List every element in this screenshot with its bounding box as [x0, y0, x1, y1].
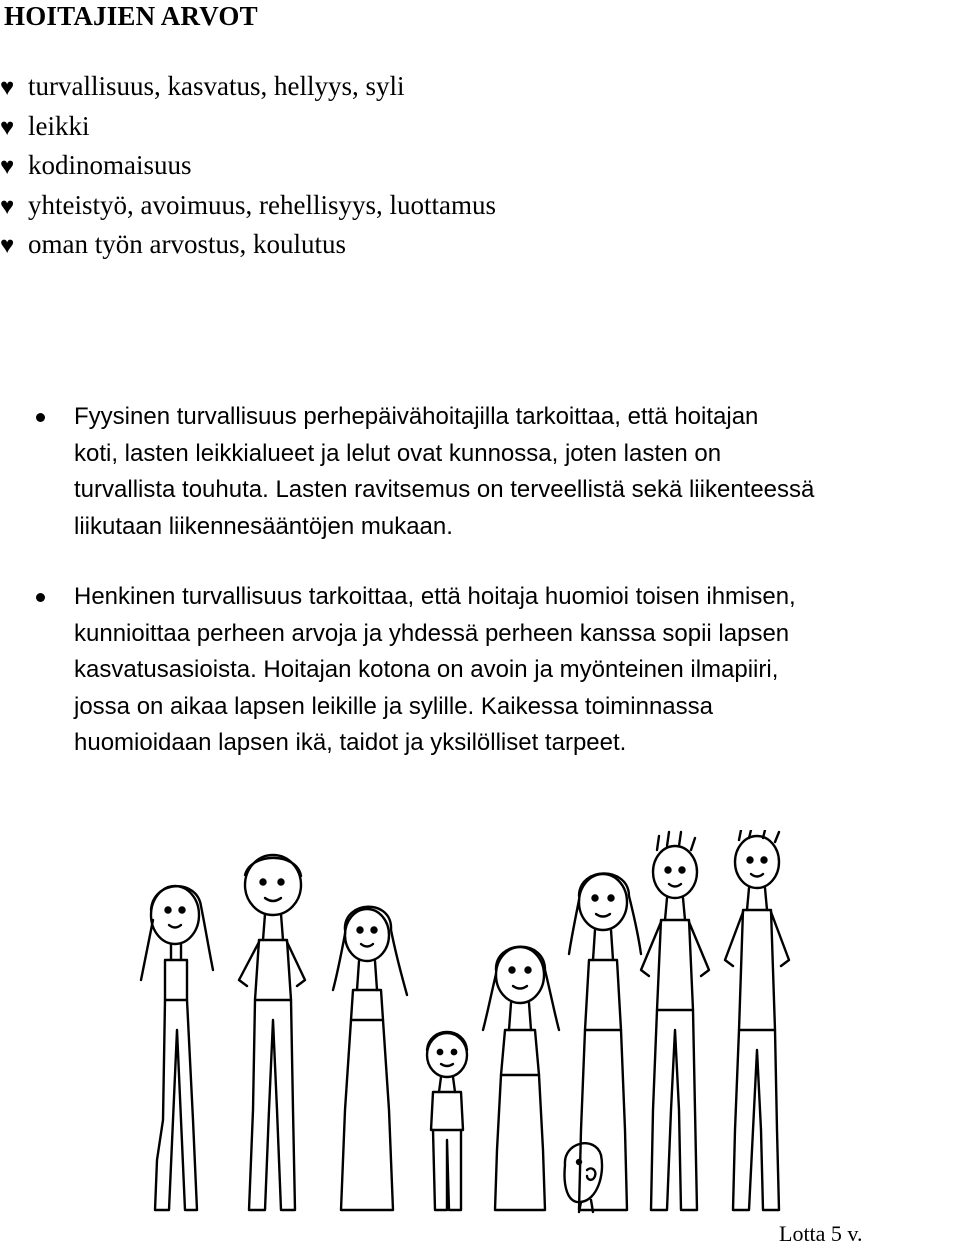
figure-4-child — [427, 1032, 467, 1210]
page-title: HOITAJIEN ARVOT — [4, 1, 258, 31]
figure-6-pet — [565, 1143, 603, 1212]
value-item — [0, 226, 496, 266]
value-text: kodinomaisuus — [28, 150, 192, 180]
value-item — [0, 108, 496, 148]
figure-9 — [725, 830, 789, 1210]
value-text: oman työn arvostus, koulutus — [28, 229, 346, 259]
figure-1 — [141, 886, 213, 1210]
heart-icon: ♥ — [0, 193, 15, 220]
child-drawing-family — [135, 830, 825, 1220]
bullet-dot-icon — [36, 413, 45, 422]
figure-5 — [483, 947, 559, 1210]
values-list — [0, 68, 496, 266]
value-item — [0, 187, 496, 227]
bullet-text: Fyysinen turvallisuus perhepäivähoitajilla tarkoittaa, että hoitajan koti, lasten leikkialueet ja lelut ovat kunnossa, joten lasten on turvallista touhuta. Lasten ravitsemus on terveellistä sekä liikenteessä liikutaan liikennesääntöjen mukaan. — [74, 403, 815, 540]
value-text: turvallisuus, kasvatus, hellyys, syli — [28, 71, 405, 101]
bullet-dot-icon — [36, 593, 45, 602]
value-text: yhteistyö, avoimuus, rehellisyys, luottamus — [28, 189, 496, 220]
figure-7 — [569, 874, 641, 1211]
heart-icon: ♥ — [0, 154, 15, 180]
value-text: leikki — [28, 110, 90, 141]
bullet-text: Henkinen turvallisuus tarkoittaa, että hoitaja huomioi toisen ihmisen, kunnioittaa perheen arvoja ja yhdessä perheen kanssa sopii lapsen kasvatusasioista. Hoitajan kotona on avoin ja myönteinen ilmapiiri, jossa on aikaa lapsen leikille ja sylille. Kaikessa toiminnassa huomioidaan lapsen ikä, taidot ja yksilölliset tarpeet. — [74, 583, 796, 756]
heart-icon: ♥ — [0, 75, 15, 101]
figure-3 — [333, 907, 407, 1210]
bullet-item-mental-safety — [36, 579, 960, 762]
heart-icon: ♥ — [0, 114, 15, 141]
value-item — [0, 68, 496, 108]
value-item — [0, 147, 496, 187]
bullet-item-physical-safety — [36, 399, 960, 545]
heart-icon: ♥ — [0, 233, 15, 259]
figure-2 — [239, 855, 305, 1210]
figure-8 — [641, 832, 709, 1210]
drawing-caption: Lotta 5 v. — [779, 1221, 863, 1246]
bullet-list — [36, 399, 960, 762]
